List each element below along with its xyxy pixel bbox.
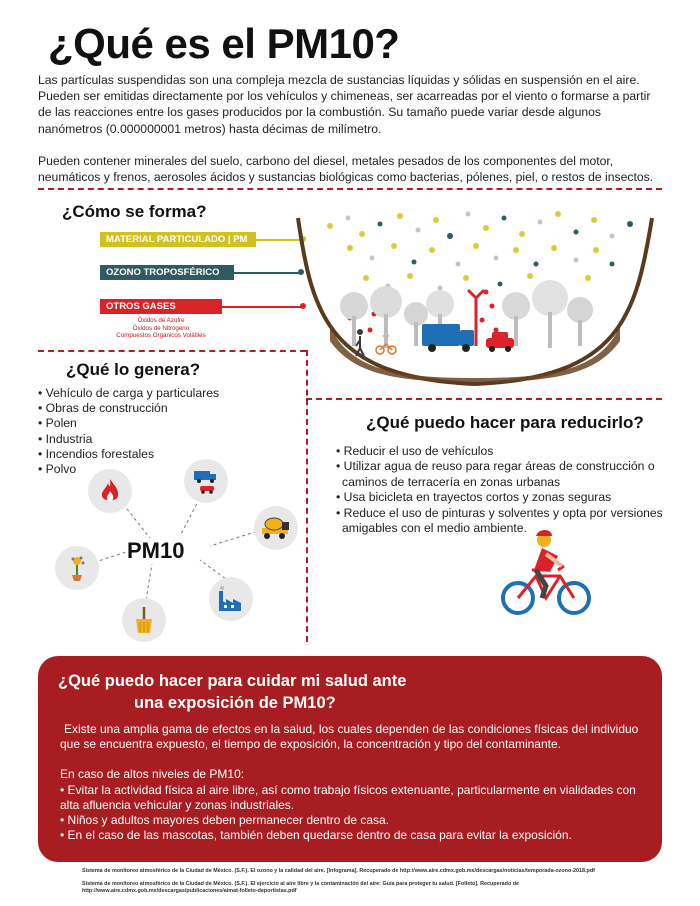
cyclist-icon	[498, 526, 594, 620]
label-material-particulado: MATERIAL PARTICULADO | PM	[100, 232, 256, 247]
reference-1: Sistema de monitoreo atmosférico de la Ciudad de México. (S.F.). El ozono y la calidad del aire. [Infograma]. Recuperado de http://www.aire.cdmx.gob.mx/descargas/noticias/temporada-ozono-2018.pdf	[82, 868, 595, 874]
health-bullet: • Evitar la actividad física al aire libre, así como trabajo físicos extenuante, particularmente en vialidades con alta afluencia vehicular y zonas industriales.	[60, 782, 636, 812]
label-otros-gases: OTROS GASES	[100, 299, 222, 314]
heading-reducirlo: ¿Qué puedo hacer para reducirlo?	[366, 413, 644, 432]
health-bullet: • En el caso de las mascotas, también deben quedarse dentro de casa para evitar la exposición.	[60, 828, 572, 843]
reference-2: Sistema de monitoreo atmosférico de la Ciudad de México. (S.F.). El ejercicio al aire libre y la contaminación del aire: Guía para proteger tu salud. [Folleto]. Recuperado de http://www.aire.cdmx.gob.mx/descargas/publicaciones/aimat-folleto-deportistas.pdf	[82, 881, 520, 894]
broom-icon	[131, 605, 157, 635]
health-section	[38, 656, 662, 862]
health-bullet: • Niños y adultos mayores deben permanecer dentro de casa.	[60, 813, 390, 828]
list-item: • Reduce el uso de pinturas y solventes y opta por versiones amigables con el medio ambiente.	[336, 506, 666, 537]
fire-source	[88, 469, 132, 513]
heading-que-lo-genera: ¿Qué lo genera?	[66, 360, 201, 379]
health-bullet-text: En el caso de las mascotas, también deben quedarse dentro de casa para evitar la exposición.	[67, 828, 572, 843]
label-ozono-troposferico: OZONO TROPOSFÉRICO	[100, 265, 234, 280]
list-item: • Incendios forestales	[38, 447, 298, 462]
list-item: • Polvo	[38, 462, 298, 477]
flower-icon	[65, 553, 89, 583]
health-heading	[58, 670, 438, 714]
health-bullet-text: Niños y adultos mayores deben permanecer dentro de casa.	[67, 813, 390, 828]
list-item: • Utilizar agua de reuso para regar áreas de construcción o caminos de terracería en zonas urbanas	[336, 459, 666, 490]
construction-source	[254, 506, 298, 550]
references	[82, 868, 642, 895]
gas-item: Óxidos de Azufre	[137, 317, 185, 324]
heading-como-se-forma: ¿Cómo se forma?	[62, 202, 207, 221]
dust-source	[122, 598, 166, 642]
person-icon	[356, 329, 364, 356]
health-heading-line-2: una exposición de PM10?	[134, 694, 336, 712]
vehicles-source	[184, 459, 228, 503]
list-item: • Vehículo de carga y particulares	[38, 386, 298, 401]
fire-icon	[98, 477, 122, 505]
intro-text	[38, 72, 658, 185]
otros-gases-detail	[100, 317, 222, 340]
air-basin-illustration	[290, 206, 660, 396]
truck-car-icon	[191, 466, 221, 496]
health-paragraph-1: Existe una amplia gama de efectos en la salud, los cuales dependen de las condiciones físicas del individuo que se encuentra expuesto, el tiempo de exposición, la concentración y tipo del contaminante.	[60, 722, 639, 752]
health-bullet-text: Evitar la actividad física al aire libre, así como trabajo físicos extenuante, particularmente en vialidades con alta afluencia vehicular y zonas industriales.	[60, 782, 636, 812]
gas-item: Óxidos de Nitrógeno	[132, 324, 190, 332]
health-paragraph-2: En caso de altos niveles de PM10:	[60, 767, 245, 782]
list-item: • Industria	[38, 432, 298, 447]
car-icon	[486, 332, 514, 352]
health-body	[60, 722, 650, 843]
divider-top	[38, 188, 662, 190]
list-item: • Reducir el uso de vehículos	[336, 444, 666, 459]
health-heading-line-1: ¿Qué puedo hacer para cuidar mi salud ante	[58, 672, 407, 690]
reduce-list	[336, 444, 666, 536]
factory-icon	[216, 585, 246, 613]
truck-icon	[422, 324, 474, 352]
cement-mixer-icon	[260, 514, 292, 542]
industry-source	[209, 577, 253, 621]
intro-paragraph-2: Pueden contener minerales del suelo, carbono del diesel, metales pesados de los componentes del motor, neumáticos y frenos, aerosoles ácidos y sustancias biológicas como bacterias, pólenes, piel, o restos de insectos.	[38, 153, 654, 185]
intro-paragraph-1: Las partículas suspendidas son una compleja mezcla de sustancias líquidas y sólidas en suspensión en el aire. Pueden ser emitidas directamente por los vehículos y chimeneas, ser acarreadas por el viento o formarse a partir de las reacciones entre los gases producidos por la combustión. Su tamaño puede variar desde algunos nanómetros (0.000000001 metros) hasta décimas de milímetro.	[38, 73, 651, 136]
pm10-hub-label: PM10	[127, 538, 185, 563]
pollen-source	[55, 546, 99, 590]
list-item: • Obras de construcción	[38, 401, 298, 416]
divider-right-mid	[306, 398, 662, 400]
list-item: • Polen	[38, 416, 298, 431]
divider-left-mid	[38, 350, 306, 352]
gas-item: Compuestos Orgánicos Volátiles	[116, 332, 206, 339]
list-item: • Usa bicicleta en trayectos cortos y zonas seguras	[336, 490, 666, 505]
page-title: ¿Qué es el PM10?	[48, 20, 400, 67]
